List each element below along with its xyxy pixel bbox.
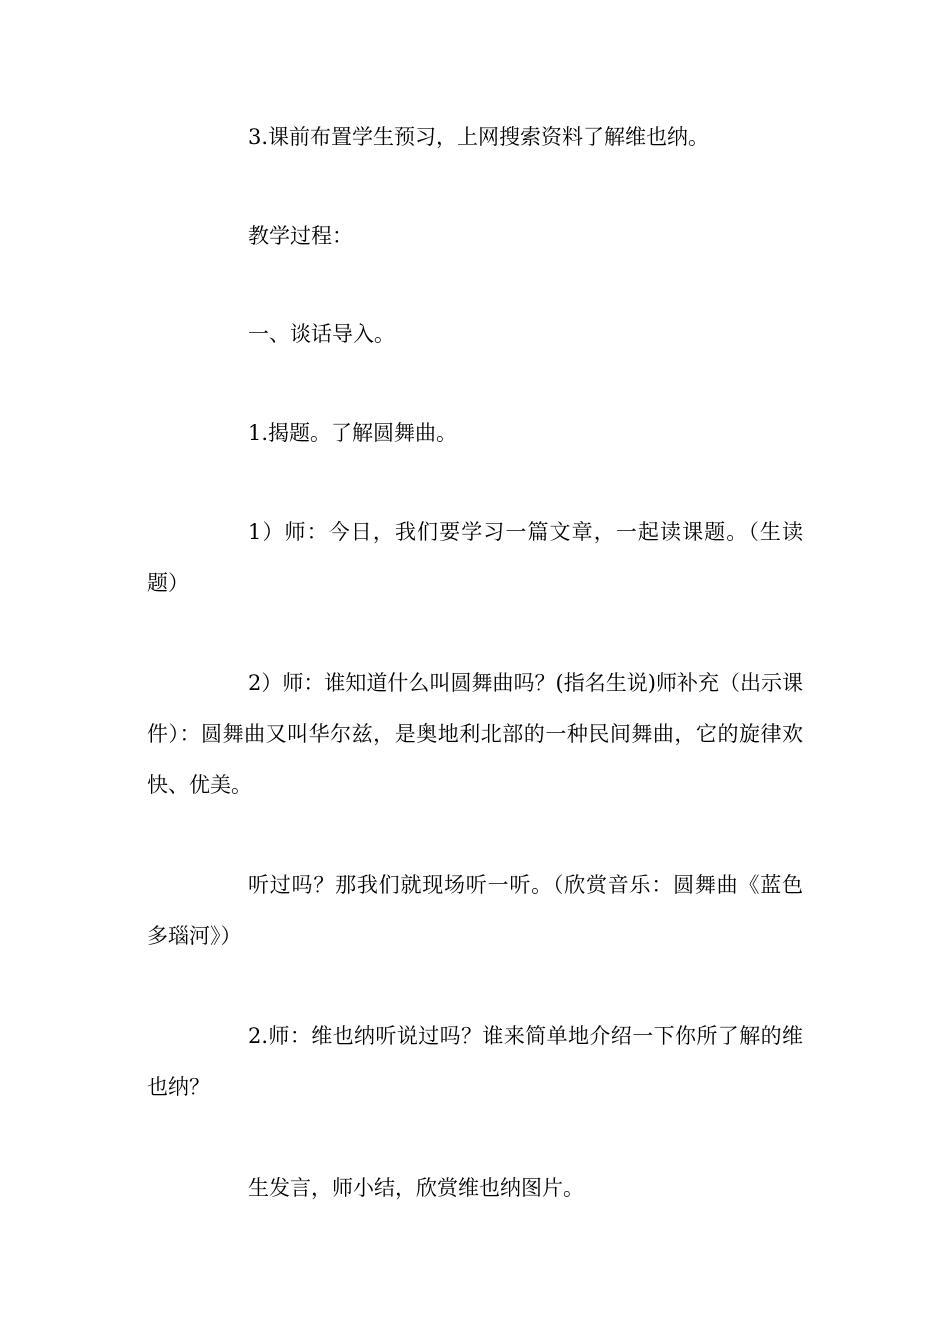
section-heading-introduction: 一、谈话导入。: [248, 322, 395, 346]
paragraph-reveal-topic: 1.揭题。了解圆舞曲。: [248, 421, 458, 445]
paragraph-preview-task: 3.课前布置学生预习，上网搜索资料了解维也纳。: [248, 125, 710, 149]
paragraph-teacher-vienna-question: 2.师：维也纳听说过吗？谁来简单地介绍一下你所了解的维也纳？: [147, 1024, 803, 1099]
paragraph-teacher-read-title: 1）师：今日，我们要学习一篇文章，一起读课题。（生读题）: [147, 520, 803, 595]
paragraph-student-speak-summary: 生发言，师小结，欣赏维也纳图片。: [248, 1176, 584, 1200]
heading-teaching-process: 教学过程：: [248, 224, 353, 248]
paragraph-teacher-waltz-explanation: 2）师：谁知道什么叫圆舞曲吗？(指名生说)师补充（出示课件）：圆舞曲又叫华尔兹，是奥地利北部的一种民间舞曲，它的旋律欢快、优美。: [147, 671, 803, 797]
paragraph-listen-music: 听过吗？那我们就现场听一听。（欣赏音乐：圆舞曲《蓝色多瑙河》）: [147, 873, 803, 948]
